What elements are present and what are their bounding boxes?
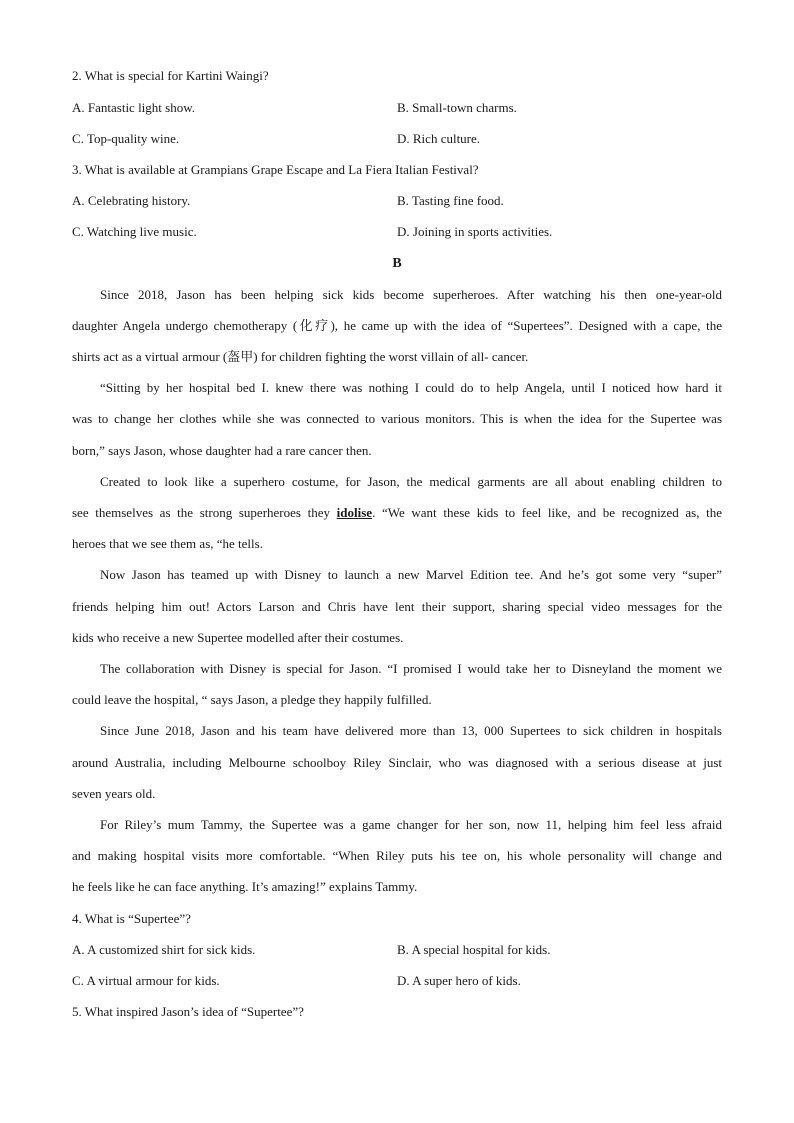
passage-p3-text-after: . “We want these kids to feel like, and be recognized as, the — [372, 505, 722, 520]
passage-p3-line3: heroes that we see them as, “he tells. — [72, 536, 263, 551]
passage-p3-text-before: see themselves as the strong superheroes they — [72, 505, 337, 520]
vocab-word-idolise: idolise — [336, 505, 373, 520]
passage-p2-line3: born,” says Jason, whose daughter had a rare cancer then. — [72, 443, 372, 458]
passage-p4-line1: Now Jason has teamed up with Disney to launch a new Marvel Edition tee. And he’s got some very “super” — [100, 567, 722, 582]
q4-option-c: C. A virtual armour for kids. — [72, 973, 220, 988]
passage-p4-line3: kids who receive a new Supertee modelled after their costumes. — [72, 630, 404, 645]
q3-option-b: B. Tasting fine food. — [397, 193, 504, 208]
q4-option-a: A. A customized shirt for sick kids. — [72, 942, 256, 957]
q3-option-a: A. Celebrating history. — [72, 193, 191, 208]
question-3: 3. What is available at Grampians Grape Escape and La Fiera Italian Festival? — [72, 162, 479, 177]
passage-p2-line1: “Sitting by her hospital bed I. knew there was nothing I could do to help Angela, until I noticed how hard it — [100, 380, 722, 395]
passage-p3-line2 — [72, 505, 722, 521]
q2-option-d: D. Rich culture. — [397, 131, 481, 146]
q4-option-d: D. A super hero of kids. — [397, 973, 521, 988]
question-2: 2. What is special for Kartini Waingi? — [72, 68, 269, 83]
passage-p6-line1: Since June 2018, Jason and his team have delivered more than 13, 000 Supertees to sick children in hospitals — [100, 723, 722, 738]
passage-p1-line3: shirts act as a virtual armour (盔甲) for children fighting the worst villain of all- cancer. — [72, 349, 529, 364]
q3-option-c: C. Watching live music. — [72, 224, 197, 239]
passage-p7-line1: For Riley’s mum Tammy, the Supertee was a game changer for her son, now 11, helping him feel less afraid — [100, 817, 722, 832]
q2-option-a: A. Fantastic light show. — [72, 100, 196, 115]
passage-p5-line1: The collaboration with Disney is special for Jason. “I promised I would take her to Disneyland the moment we — [100, 661, 722, 676]
passage-p6-line2: around Australia, including Melbourne schoolboy Riley Sinclair, who was diagnosed with a serious disease at just — [72, 755, 722, 770]
passage-p1-line1: Since 2018, Jason has been helping sick kids become superheroes. After watching his then one-year-old — [100, 287, 722, 302]
passage-p7-line2: and making hospital visits more comfortable. “When Riley puts his tee on, his whole personality will change and — [72, 848, 722, 863]
section-title: B — [392, 256, 402, 271]
passage-p7-line3: he feels like he can face anything. It’s amazing!” explains Tammy. — [72, 879, 418, 894]
passage-p3-line1: Created to look like a superhero costume, for Jason, the medical garments are all about enabling children to — [100, 474, 722, 489]
passage-p2-line2: was to change her clothes while she was connected to various monitors. This is when the idea for the Supertee was — [72, 411, 722, 426]
passage-p6-line3: seven years old. — [72, 786, 156, 801]
q4-option-b: B. A special hospital for kids. — [397, 942, 551, 957]
q3-option-d: D. Joining in sports activities. — [397, 224, 553, 239]
passage-p4-line2: friends helping him out! Actors Larson and Chris have lent their support, sharing special video messages for the — [72, 599, 722, 614]
q2-option-b: B. Small-town charms. — [397, 100, 517, 115]
question-5: 5. What inspired Jason’s idea of “Supertee”? — [72, 1004, 304, 1019]
question-4: 4. What is “Supertee”? — [72, 911, 191, 926]
passage-p1-line2: daughter Angela undergo chemotherapy (化疗), he came up with the idea of “Supertees”. Designed with a cape, the — [72, 318, 722, 333]
q2-option-c: C. Top-quality wine. — [72, 131, 180, 146]
passage-p5-line2: could leave the hospital, “ says Jason, a pledge they happily fulfilled. — [72, 692, 432, 707]
